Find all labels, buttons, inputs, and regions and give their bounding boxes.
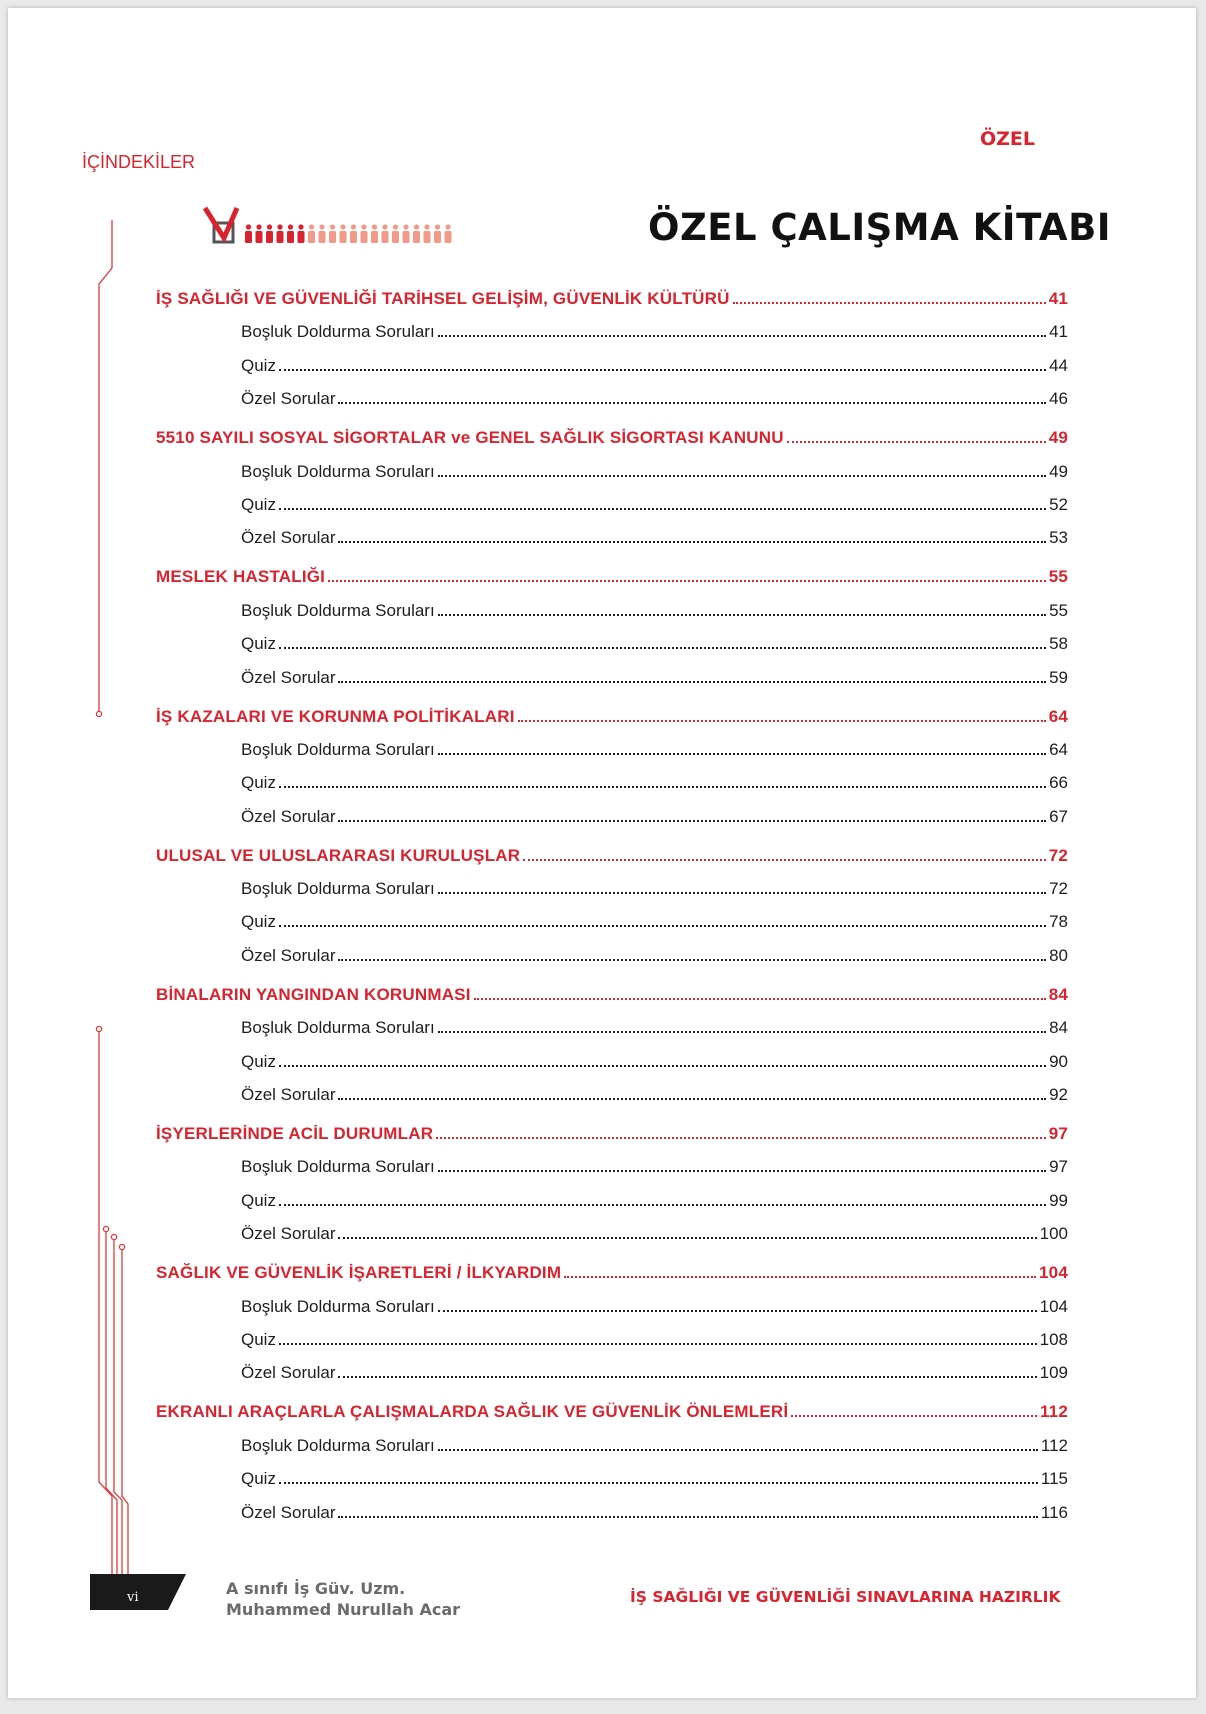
dot-leader [436,1136,1045,1139]
toc-entry-label: Boşluk Doldurma Soruları [241,1296,435,1316]
person-figure-head [288,224,293,229]
person-figure-body [403,231,410,243]
toc-entry-label: Özel Sorular [241,389,336,409]
toc-entry-label: Boşluk Doldurma Soruları [241,879,435,899]
toc-entry-page: 59 [1049,667,1068,687]
toc-entry[interactable] [156,654,1068,687]
toc-section-heading[interactable] [156,1111,1068,1144]
dot-leader [438,1169,1046,1172]
toc-entry-page: 108 [1039,1329,1068,1349]
person-figure-body [329,231,336,243]
toc-section-heading[interactable] [156,1250,1068,1283]
dot-leader [279,646,1046,649]
toc-entry-page: 46 [1049,389,1068,409]
person-figure-body [361,231,368,243]
dot-leader [518,719,1046,722]
toc-section-heading-page: 104 [1039,1263,1068,1283]
person-figure-head [351,224,356,229]
toc-entry-page: 109 [1039,1363,1068,1383]
toc-entry-label: Boşluk Doldurma Soruları [241,1157,435,1177]
person-figure-body [308,231,315,243]
toc-section-heading-page: 55 [1048,567,1068,587]
dot-leader [279,1064,1046,1067]
dot-leader [279,924,1046,927]
toc-entry-page: 97 [1049,1157,1068,1177]
person-figure-head [424,224,429,229]
toc-entry[interactable] [156,515,1068,548]
toc-entry-label: Boşluk Doldurma Soruları [241,1435,435,1455]
dot-leader [279,1481,1038,1484]
toc-section [156,554,1068,687]
toc-entry-page: 99 [1049,1190,1068,1210]
toc-section-heading-label: İŞYERLERİNDE ACİL DURUMLAR [156,1124,434,1144]
person-figure-body [277,231,284,243]
person-figure-head [330,224,335,229]
person-figure-body [319,231,326,243]
person-figure-body [413,231,420,243]
person-figure-head [393,224,398,229]
toc-section-heading-label: İŞ SAĞLIĞI VE GÜVENLİĞİ TARİHSEL GELİŞİM, GÜVENLİK KÜLTÜRÜ [156,289,730,308]
toc-entry[interactable] [156,1005,1068,1038]
toc-entry-label: Özel Sorular [241,1085,336,1105]
dot-leader [523,858,1045,861]
toc-entry-page: 49 [1049,461,1068,481]
checkmark-people-logo-icon [203,204,503,248]
toc-section-heading-page: 41 [1048,289,1068,308]
person-figure-head [256,224,261,229]
toc-section-heading[interactable] [156,972,1068,1005]
toc-entry-page: 64 [1049,739,1068,759]
toc-section-heading-label: İŞ KAZALARI VE KORUNMA POLİTİKALARI [156,706,515,726]
person-figure-body [382,231,389,243]
person-figure-head [361,224,366,229]
ozel-tag: ÖZEL [980,128,1036,150]
toc-entry[interactable] [156,1038,1068,1071]
toc-section-heading-label: MESLEK HASTALIĞI [156,567,326,587]
toc-entry[interactable] [156,1144,1068,1177]
toc-entry-label: Boşluk Doldurma Soruları [241,600,435,620]
toc-entry[interactable] [156,1350,1068,1383]
person-figure-head [319,224,324,229]
dot-leader [787,440,1046,443]
person-figure-head [403,224,408,229]
toc-entry-page: 116 [1040,1502,1068,1522]
person-figure-head [414,224,419,229]
toc-entry-page: 41 [1049,322,1068,342]
dot-leader [438,752,1046,755]
toc-entry-page: 66 [1049,773,1068,793]
dot-leader [438,1309,1037,1312]
toc-section-heading-page: 64 [1048,706,1068,726]
toc-section-heading-page: 49 [1048,428,1068,448]
toc-entry-page: 52 [1049,494,1068,514]
toc-entry-page: 53 [1049,528,1068,548]
person-figure-body [298,231,305,243]
toc-entry[interactable] [156,1456,1068,1489]
book-title: ÖZEL ÇALIŞMA KİTABI [648,206,1112,249]
toc-entry[interactable] [156,1317,1068,1350]
dot-leader [438,891,1046,894]
person-figure-head [277,224,282,229]
toc-entry-label: Boşluk Doldurma Soruları [241,461,435,481]
dot-leader [438,334,1046,337]
person-figure-head [372,224,377,229]
toc-entry[interactable] [156,793,1068,826]
dot-leader [279,507,1046,510]
toc-entry-label: Özel Sorular [241,1224,336,1244]
person-figure-head [435,224,440,229]
toc-entry-page: 78 [1049,912,1068,932]
dot-leader [338,680,1046,683]
dot-leader [438,613,1046,616]
dot-leader [733,301,1046,304]
toc-entry[interactable] [156,1489,1068,1522]
dot-leader [438,474,1046,477]
document-page [8,8,1196,1698]
toc-entry-page: 55 [1049,600,1068,620]
toc-entry[interactable] [156,727,1068,760]
table-of-contents [156,276,1068,1529]
toc-section-heading[interactable] [156,694,1068,727]
toc-section-heading[interactable] [156,554,1068,587]
toc-entry[interactable] [156,899,1068,932]
person-figure-head [267,224,272,229]
toc-entry[interactable] [156,1283,1068,1316]
dot-leader [564,1275,1036,1278]
toc-entry-label: Özel Sorular [241,528,336,548]
toc-entry-label: Quiz [241,355,276,375]
toc-entry-page: 44 [1049,355,1068,375]
toc-entry-label: Quiz [241,1051,276,1071]
toc-entry-label: Özel Sorular [241,1502,336,1522]
toc-entry[interactable] [156,760,1068,793]
toc-entry-label: Quiz [241,494,276,514]
toc-section [156,415,1068,548]
dot-leader [279,368,1046,371]
person-figure-body [287,231,294,243]
dot-leader [338,1097,1046,1100]
dot-leader [279,1203,1046,1206]
dot-leader [279,1342,1037,1345]
toc-section [156,694,1068,827]
person-figure-body [340,231,347,243]
person-figure-head [340,224,345,229]
toc-section-heading-label: BİNALARIN YANGINDAN KORUNMASI [156,984,471,1004]
toc-section-heading-page: 72 [1048,845,1068,865]
toc-entry-label: Özel Sorular [241,667,336,687]
book-series-title: İŞ SAĞLIĞI VE GÜVENLİĞİ SINAVLARINA HAZIRLIK [630,1588,1061,1606]
toc-entry-label: Boşluk Doldurma Soruları [241,1018,435,1038]
toc-section-heading-label: ULUSAL VE ULUSLARARASI KURULUŞLAR [156,845,521,865]
toc-entry-label: Quiz [241,1469,276,1489]
toc-entry[interactable] [156,866,1068,899]
dot-leader [338,819,1046,822]
dot-leader [338,1236,1036,1239]
toc-entry-page: 80 [1049,945,1068,965]
toc-section [156,276,1068,409]
toc-entry[interactable] [156,376,1068,409]
toc-section [156,1389,1068,1522]
toc-entry-page: 92 [1049,1085,1068,1105]
toc-section-heading[interactable] [156,833,1068,866]
dot-leader [279,785,1046,788]
toc-entry[interactable] [156,448,1068,481]
toc-section-heading-page: 84 [1048,984,1068,1004]
toc-entry[interactable] [156,621,1068,654]
person-figure-body [392,231,399,243]
toc-section-heading-label: EKRANLI ARAÇLARLA ÇALIŞMALARDA SAĞLIK VE GÜVENLİK ÖNLEMLERİ [156,1402,789,1422]
toc-entry-label: Özel Sorular [241,945,336,965]
dot-leader [438,1030,1046,1033]
toc-section-heading[interactable] [156,415,1068,448]
dot-leader [338,958,1046,961]
person-figure-head [382,224,387,229]
dot-leader [338,401,1046,404]
person-figure-head [309,224,314,229]
toc-section-heading-label: 5510 SAYILI SOSYAL SİGORTALAR ve GENEL SAĞLIK SİGORTASI KANUNU [156,428,784,448]
dot-leader [338,1375,1036,1378]
toc-header-label: İÇİNDEKİLER [82,152,196,172]
dot-leader [338,1515,1037,1518]
toc-entry-label: Quiz [241,912,276,932]
dot-leader [328,579,1046,582]
person-figure-head [445,224,450,229]
page-number: vi [127,1590,139,1605]
toc-entry[interactable] [156,1422,1068,1455]
toc-entry-page: 84 [1049,1018,1068,1038]
person-figure-body [424,231,431,243]
toc-entry-label: Özel Sorular [241,1363,336,1383]
toc-section-heading[interactable] [156,1389,1068,1422]
toc-entry-label: Boşluk Doldurma Soruları [241,739,435,759]
dot-leader [474,997,1046,1000]
toc-entry[interactable] [156,932,1068,965]
toc-section [156,1111,1068,1244]
toc-entry-page: 67 [1049,806,1068,826]
person-figure-head [246,224,251,229]
person-figure-body [371,231,378,243]
toc-entry-label: Quiz [241,1190,276,1210]
toc-section-heading-page: 112 [1039,1402,1068,1422]
toc-entry[interactable] [156,309,1068,342]
toc-entry-page: 115 [1040,1469,1068,1489]
person-figure-body [350,231,357,243]
toc-entry[interactable] [156,1072,1068,1105]
person-figure-body [245,231,252,243]
author-name: Muhammed Nurullah Acar [226,1600,461,1619]
toc-section-heading-page: 97 [1048,1124,1068,1144]
dot-leader [791,1414,1037,1417]
author-block [226,1578,460,1620]
toc-entry-label: Quiz [241,634,276,654]
toc-section-heading-label: SAĞLIK VE GÜVENLİK İŞARETLERİ / İLKYARDIM [156,1263,562,1283]
person-figure-body [445,231,452,243]
circuit-lines-decoration [8,8,148,1698]
toc-section [156,1250,1068,1383]
toc-entry-page: 72 [1049,879,1068,899]
toc-entry-label: Özel Sorular [241,806,336,826]
dot-leader [438,1448,1038,1451]
dot-leader [338,540,1046,543]
person-figure-body [256,231,263,243]
toc-entry-label: Boşluk Doldurma Soruları [241,322,435,342]
person-figure-head [298,224,303,229]
person-figure-body [434,231,441,243]
toc-entry-page: 58 [1049,634,1068,654]
toc-section [156,972,1068,1105]
toc-entry-page: 104 [1039,1296,1068,1316]
toc-entry-page: 90 [1049,1051,1068,1071]
page-number-badge [90,1574,190,1612]
toc-section-heading[interactable] [156,276,1068,309]
toc-entry[interactable] [156,482,1068,515]
toc-entry[interactable] [156,587,1068,620]
toc-entry[interactable] [156,1211,1068,1244]
person-figure-body [266,231,273,243]
toc-section [156,833,1068,966]
toc-entry[interactable] [156,1177,1068,1210]
toc-entry-label: Quiz [241,1329,276,1349]
toc-entry[interactable] [156,342,1068,375]
toc-entry-page: 112 [1040,1435,1068,1455]
author-title: A sınıfı İş Güv. Uzm. [226,1579,406,1598]
toc-entry-label: Quiz [241,773,276,793]
toc-entry-page: 100 [1039,1224,1068,1244]
